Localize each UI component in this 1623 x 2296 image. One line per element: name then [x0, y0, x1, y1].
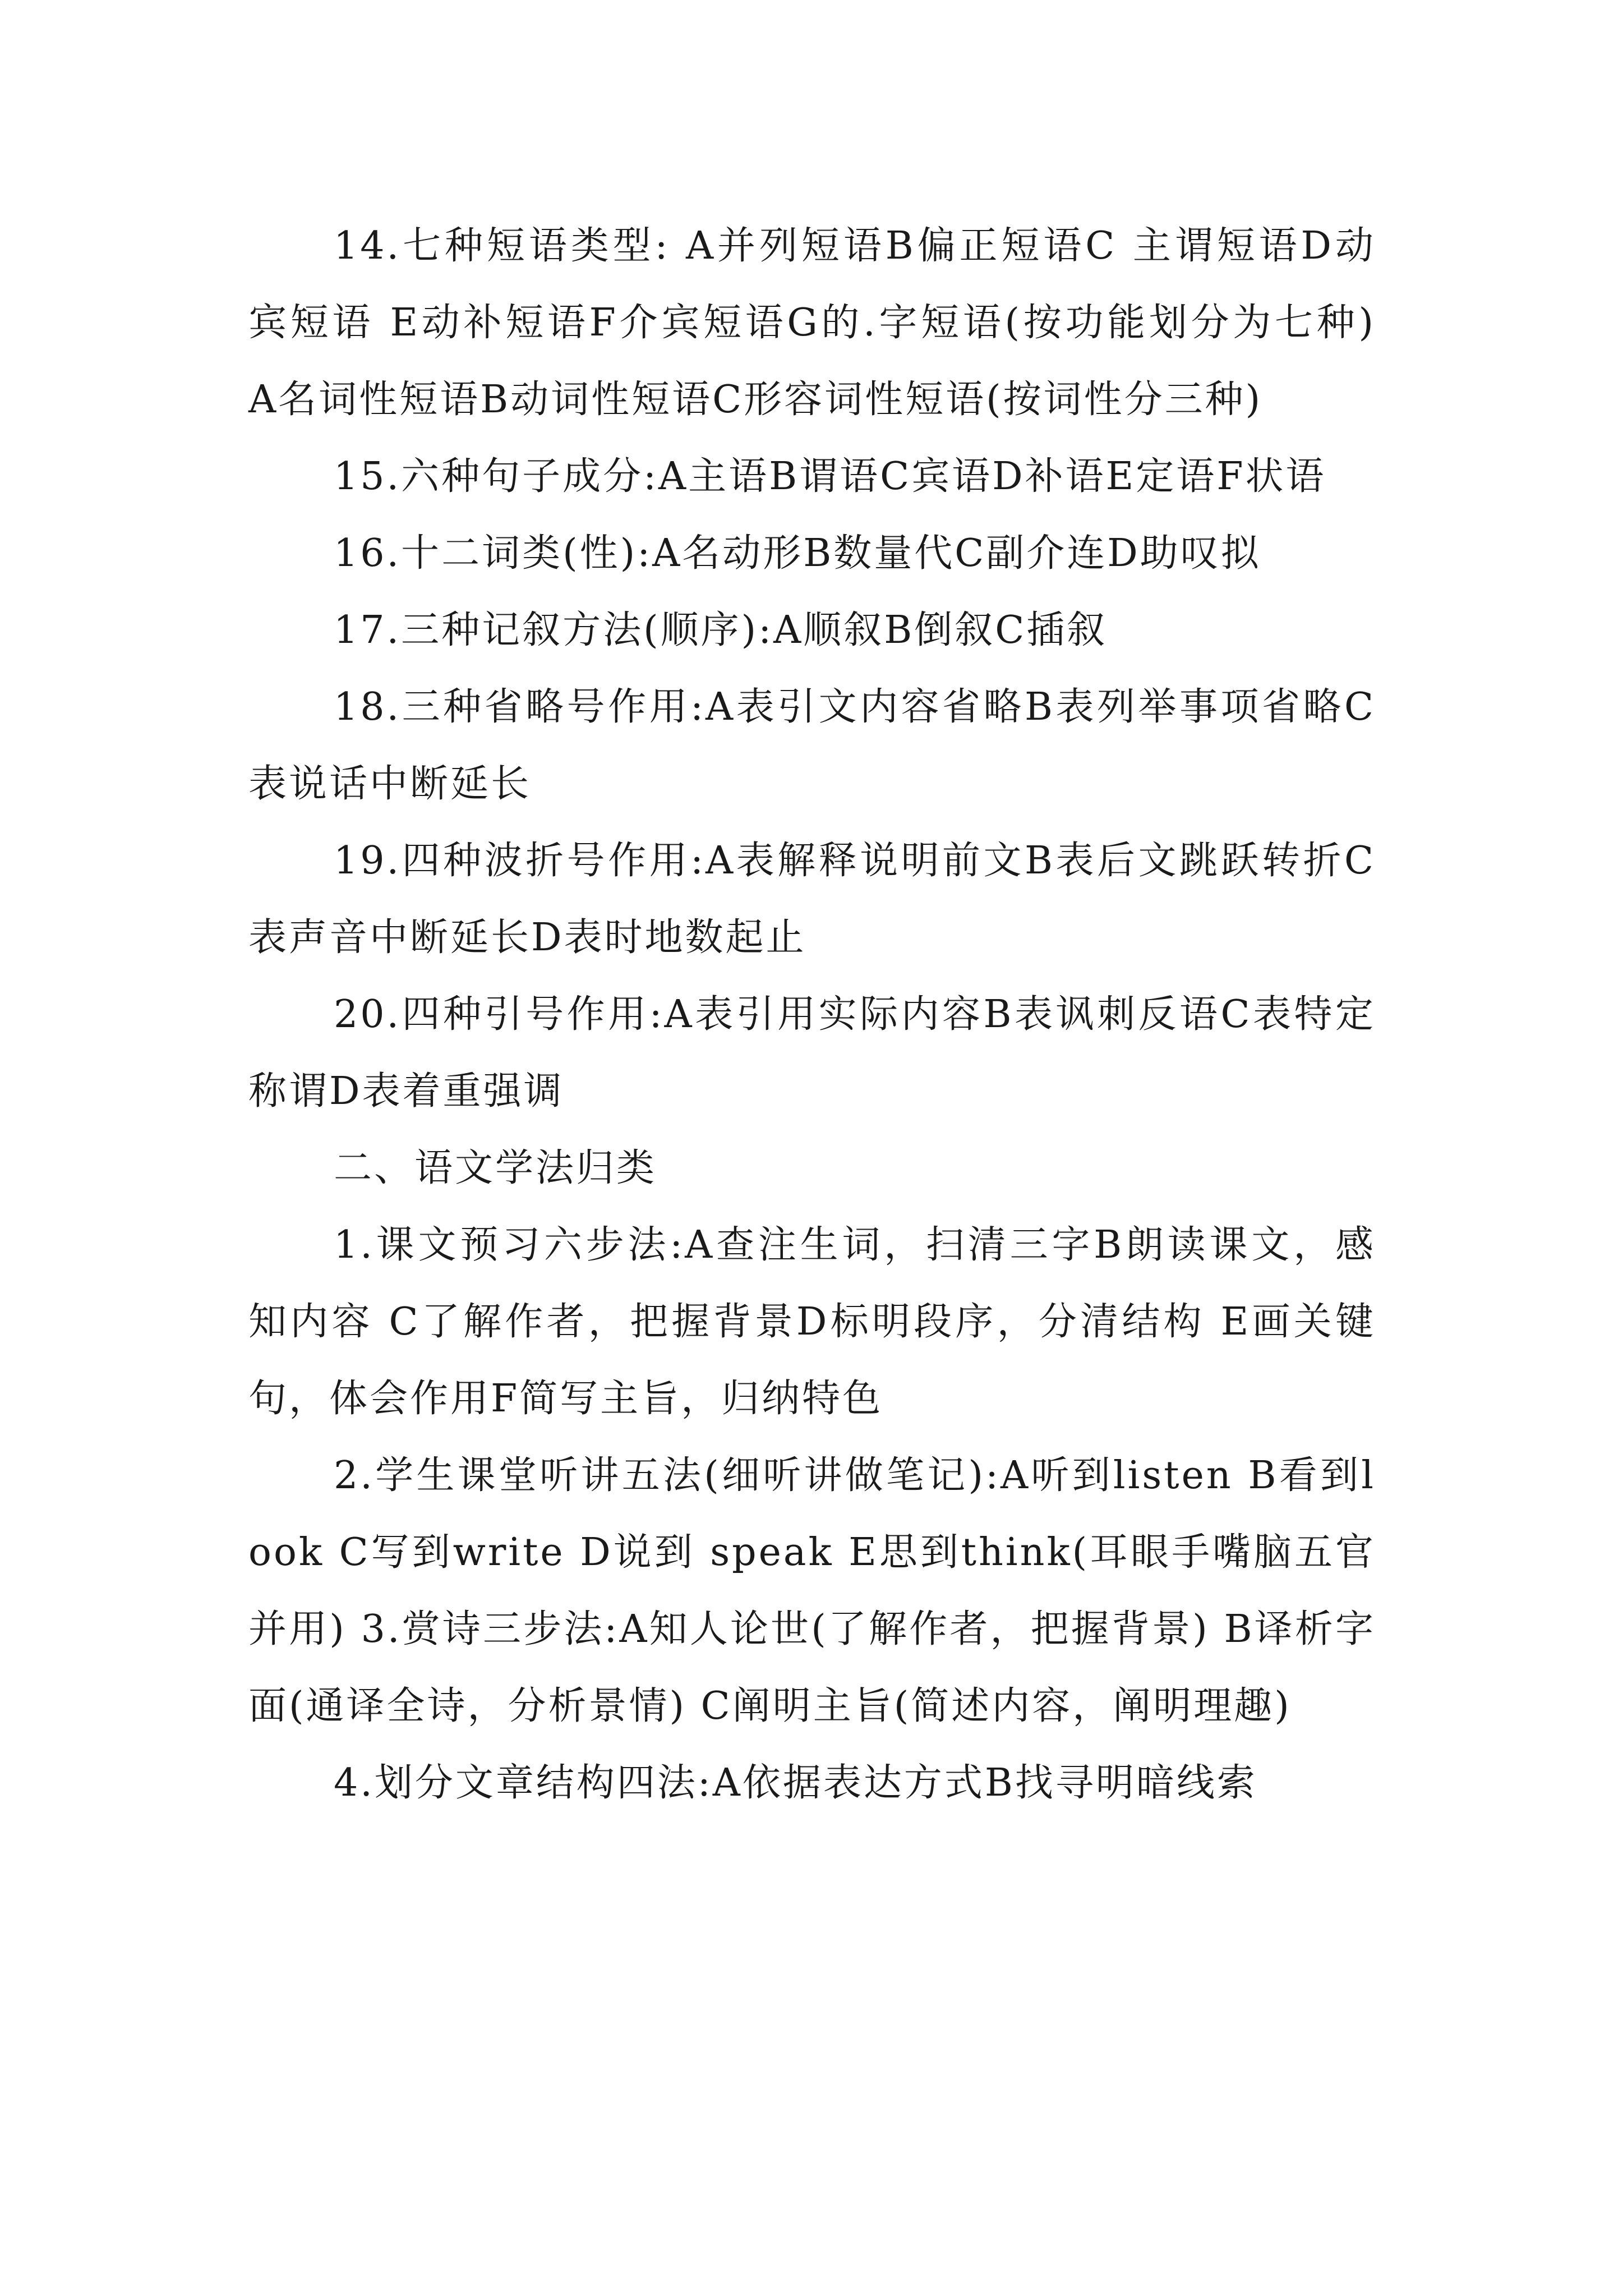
- paragraph-dash-uses: 19.四种波折号作用:A表解释说明前文B表后文跳跃转折C表声音中断延长D表时地数起止: [248, 839, 1376, 960]
- paragraph-narration-methods: 17.三种记叙方法(顺序):A顺叙B倒叙C插叙: [334, 608, 1108, 652]
- paragraph-quotation-uses: 20.四种引号作用:A表引用实际内容B表讽刺反语C表特定称谓D表着重强调: [248, 992, 1376, 1114]
- paragraph-ellipsis-uses: 18.三种省略号作用:A表引文内容省略B表列举事项省略C表说话中断延长: [248, 685, 1376, 806]
- paragraph-preview-steps: 1.课文预习六步法:A查注生词，扫清三字B朗读课文，感知内容 C了解作者，把握背景D标明段序，分清结构 E画关键句，体会作用F简写主旨，归纳特色: [248, 1223, 1376, 1421]
- document-body: [248, 208, 1376, 1821]
- paragraph-listening-methods: 2.学生课堂听讲五法(细听讲做笔记):A听到listen B看到look C写到write D说到 speak E思到think(耳眼手嘴脑五官并用) 3.赏诗三步法:A知人论世(了解作者，把握背景) B译析字面(通译全诗，分析景情) C阐明主旨(简述内容，阐明理趣): [248, 1453, 1376, 1728]
- paragraph-word-classes: 16.十二词类(性):A名动形B数量代C副介连D助叹拟: [334, 531, 1261, 576]
- paragraph-phrase-types: 14.七种短语类型: A并列短语B偏正短语C 主谓短语D动宾短语 E动补短语F介宾短语G的.字短语(按功能划分为七种) A名词性短语B动词性短语C形容词性短语(按词性分三种): [248, 224, 1376, 422]
- section-heading: 二、语文学法归类: [334, 1146, 657, 1190]
- paragraph-sentence-components: 15.六种句子成分:A主语B谓语C宾语D补语E定语F状语: [334, 454, 1326, 499]
- paragraph-structure-methods: 4.划分文章结构四法:A依据表达方式B找寻明暗线索: [334, 1761, 1257, 1805]
